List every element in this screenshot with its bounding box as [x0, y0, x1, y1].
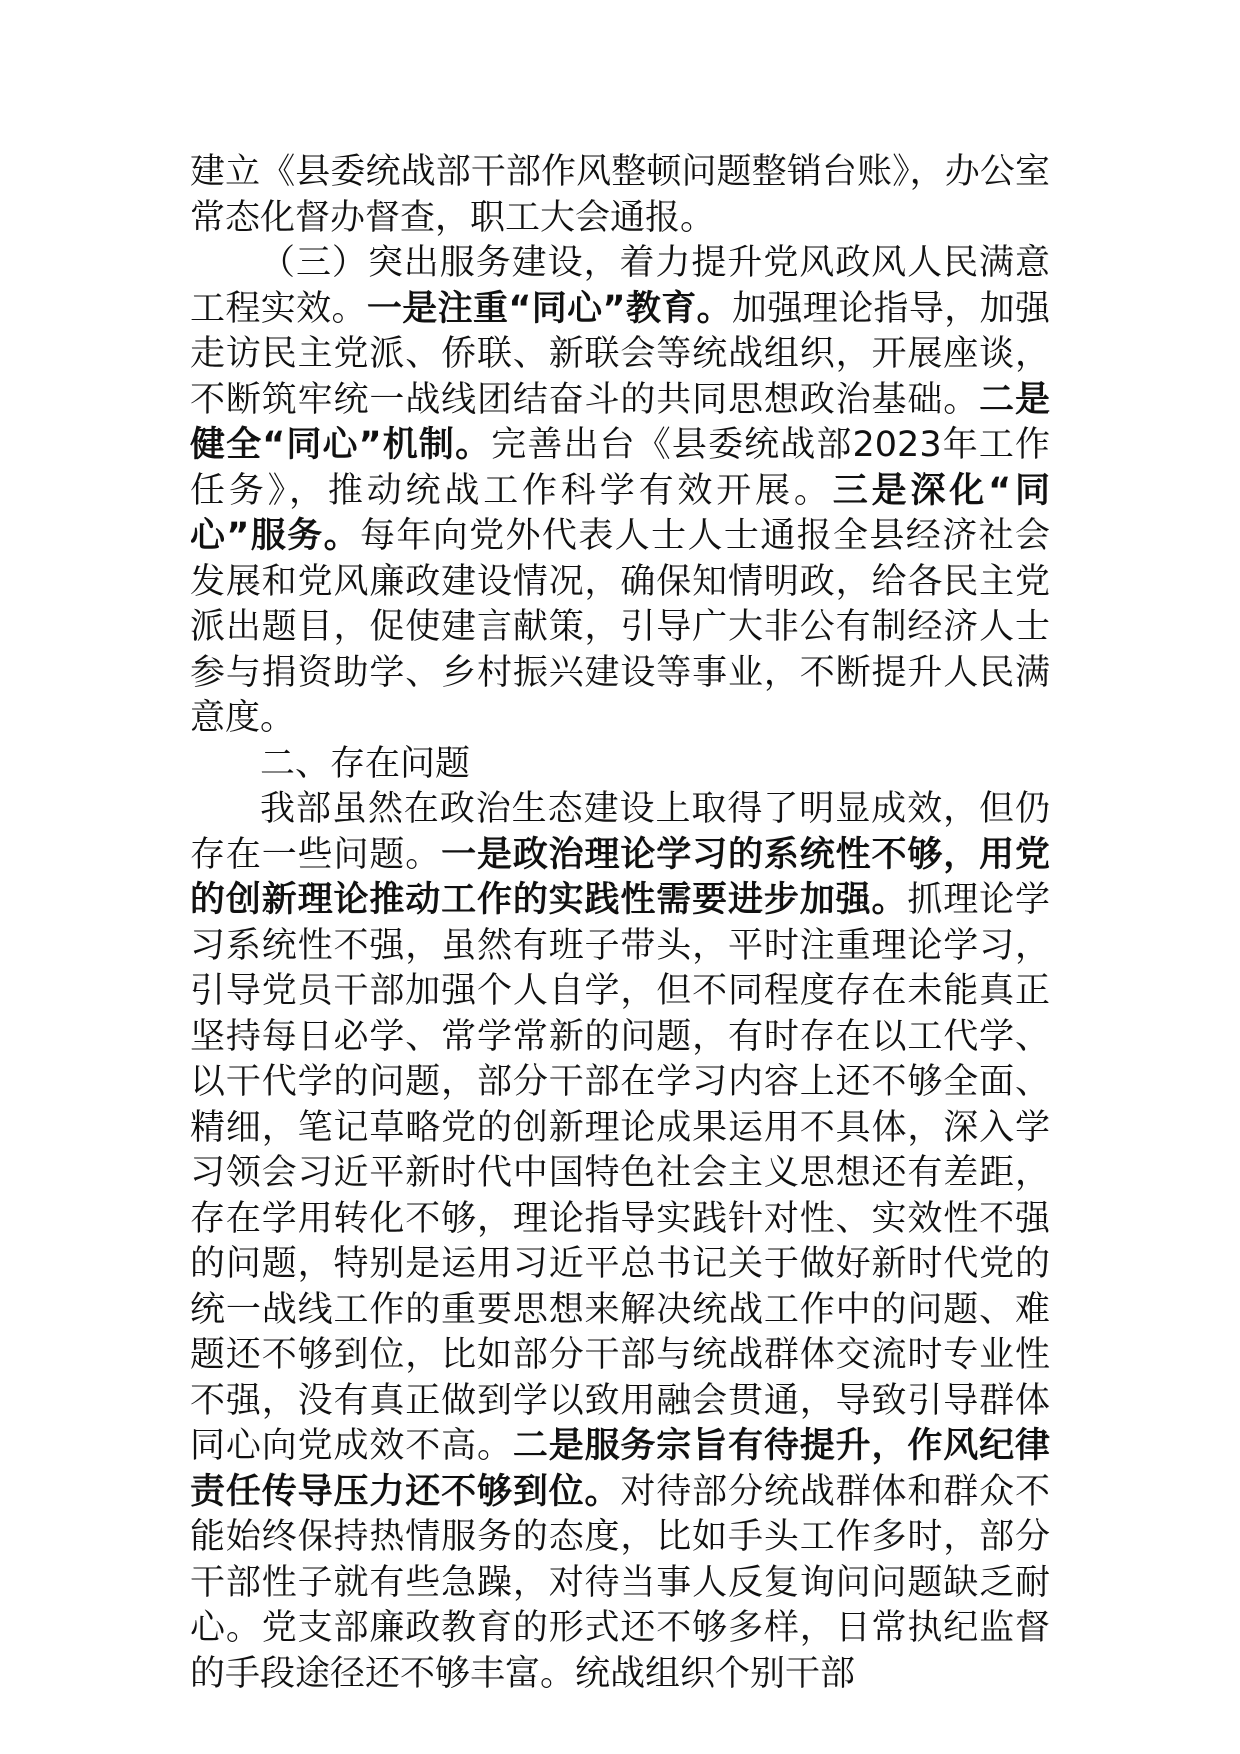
section-heading-problems: [190, 742, 1050, 788]
paragraph-text: 建立《县委统战部干部作风整顿问题整销台账》，办公室常态化督办督查，职工大会通报。: [190, 152, 1050, 238]
bold-problem-two: 二是服务宗旨有待提升，作风纪律责任传导压力还不够到位。: [190, 1426, 1050, 1512]
paragraph-text: 每年向党外代表人士人士通报全县经济社会发展和党风廉政建设情况，确保知情明政，给各民主党派出题目，促使建言献策，引导广大非公有制经济人士参与捐资助学、乡村振兴建设等事业，不断提升人民满意度。: [190, 516, 1050, 738]
paragraph-text: 加强理论指导，加强走访民主党派、侨联、新联会等统战组织，开展座谈，不断筑牢统一战线团结奋斗的共同思想政治基础。: [190, 288, 1050, 420]
paragraph-service-building: [190, 241, 1050, 742]
paragraph-problems: [190, 787, 1050, 1697]
bold-point-one: 一是注重“同心”教育。: [366, 288, 732, 329]
paragraph-text: 完善出台《县委统战部2023年工作任务》，推动统战工作科学有效开展。: [190, 425, 1050, 511]
section-heading-text: 二、存在问题: [260, 743, 471, 784]
bold-problem-one: 一是政治理论学习的系统性不够，用党的创新理论推动工作的实践性需要进步加强。: [190, 834, 1050, 920]
paragraph-text: 抓理论学习系统性不强，虽然有班子带头，平时注重理论学习，引导党员干部加强个人自学，但不同程度存在未能真正坚持每日必学、常学常新的问题，有时存在以工代学、以干代学的问题，部分干部在学习内容上还不够全面、精细，笔记草略党的创新理论成果运用不具体，深入学习领会习近平新时代中国特色社会主义思想还有差距，存在学用转化不够，理论指导实践针对性、实效性不强的问题，特别是运用习近平总书记关于做好新时代党的统一战线工作的重要思想来解决统战工作中的问题、难题还不够到位，比如部分干部与统战群体交流时专业性不强，没有真正做到学以致用融会贯通，导致引导群体同心向党成效不高。: [190, 880, 1050, 1466]
paragraph-ledger: [190, 150, 1050, 241]
bold-point-three: 三是深化“同心”服务。: [190, 470, 1050, 556]
paragraph-text: 我部虽然在政治生态建设上取得了明显成效，但仍存在一些问题。: [190, 789, 1050, 875]
document-page: [190, 150, 1050, 1697]
paragraph-text: （三）突出服务建设，着力提升党风政风人民满意工程实效。: [190, 243, 1050, 329]
bold-point-two: 二是健全“同心”机制。: [190, 379, 1050, 465]
paragraph-text: 对待部分统战群体和群众不能始终保持热情服务的态度，比如手头工作多时，部分干部性子就有些急躁，对待当事人反复询问问题缺乏耐心。党支部廉政教育的形式还不够多样，日常执纪监督的手段途径还不够丰富。统战组织个别干部: [190, 1471, 1050, 1694]
